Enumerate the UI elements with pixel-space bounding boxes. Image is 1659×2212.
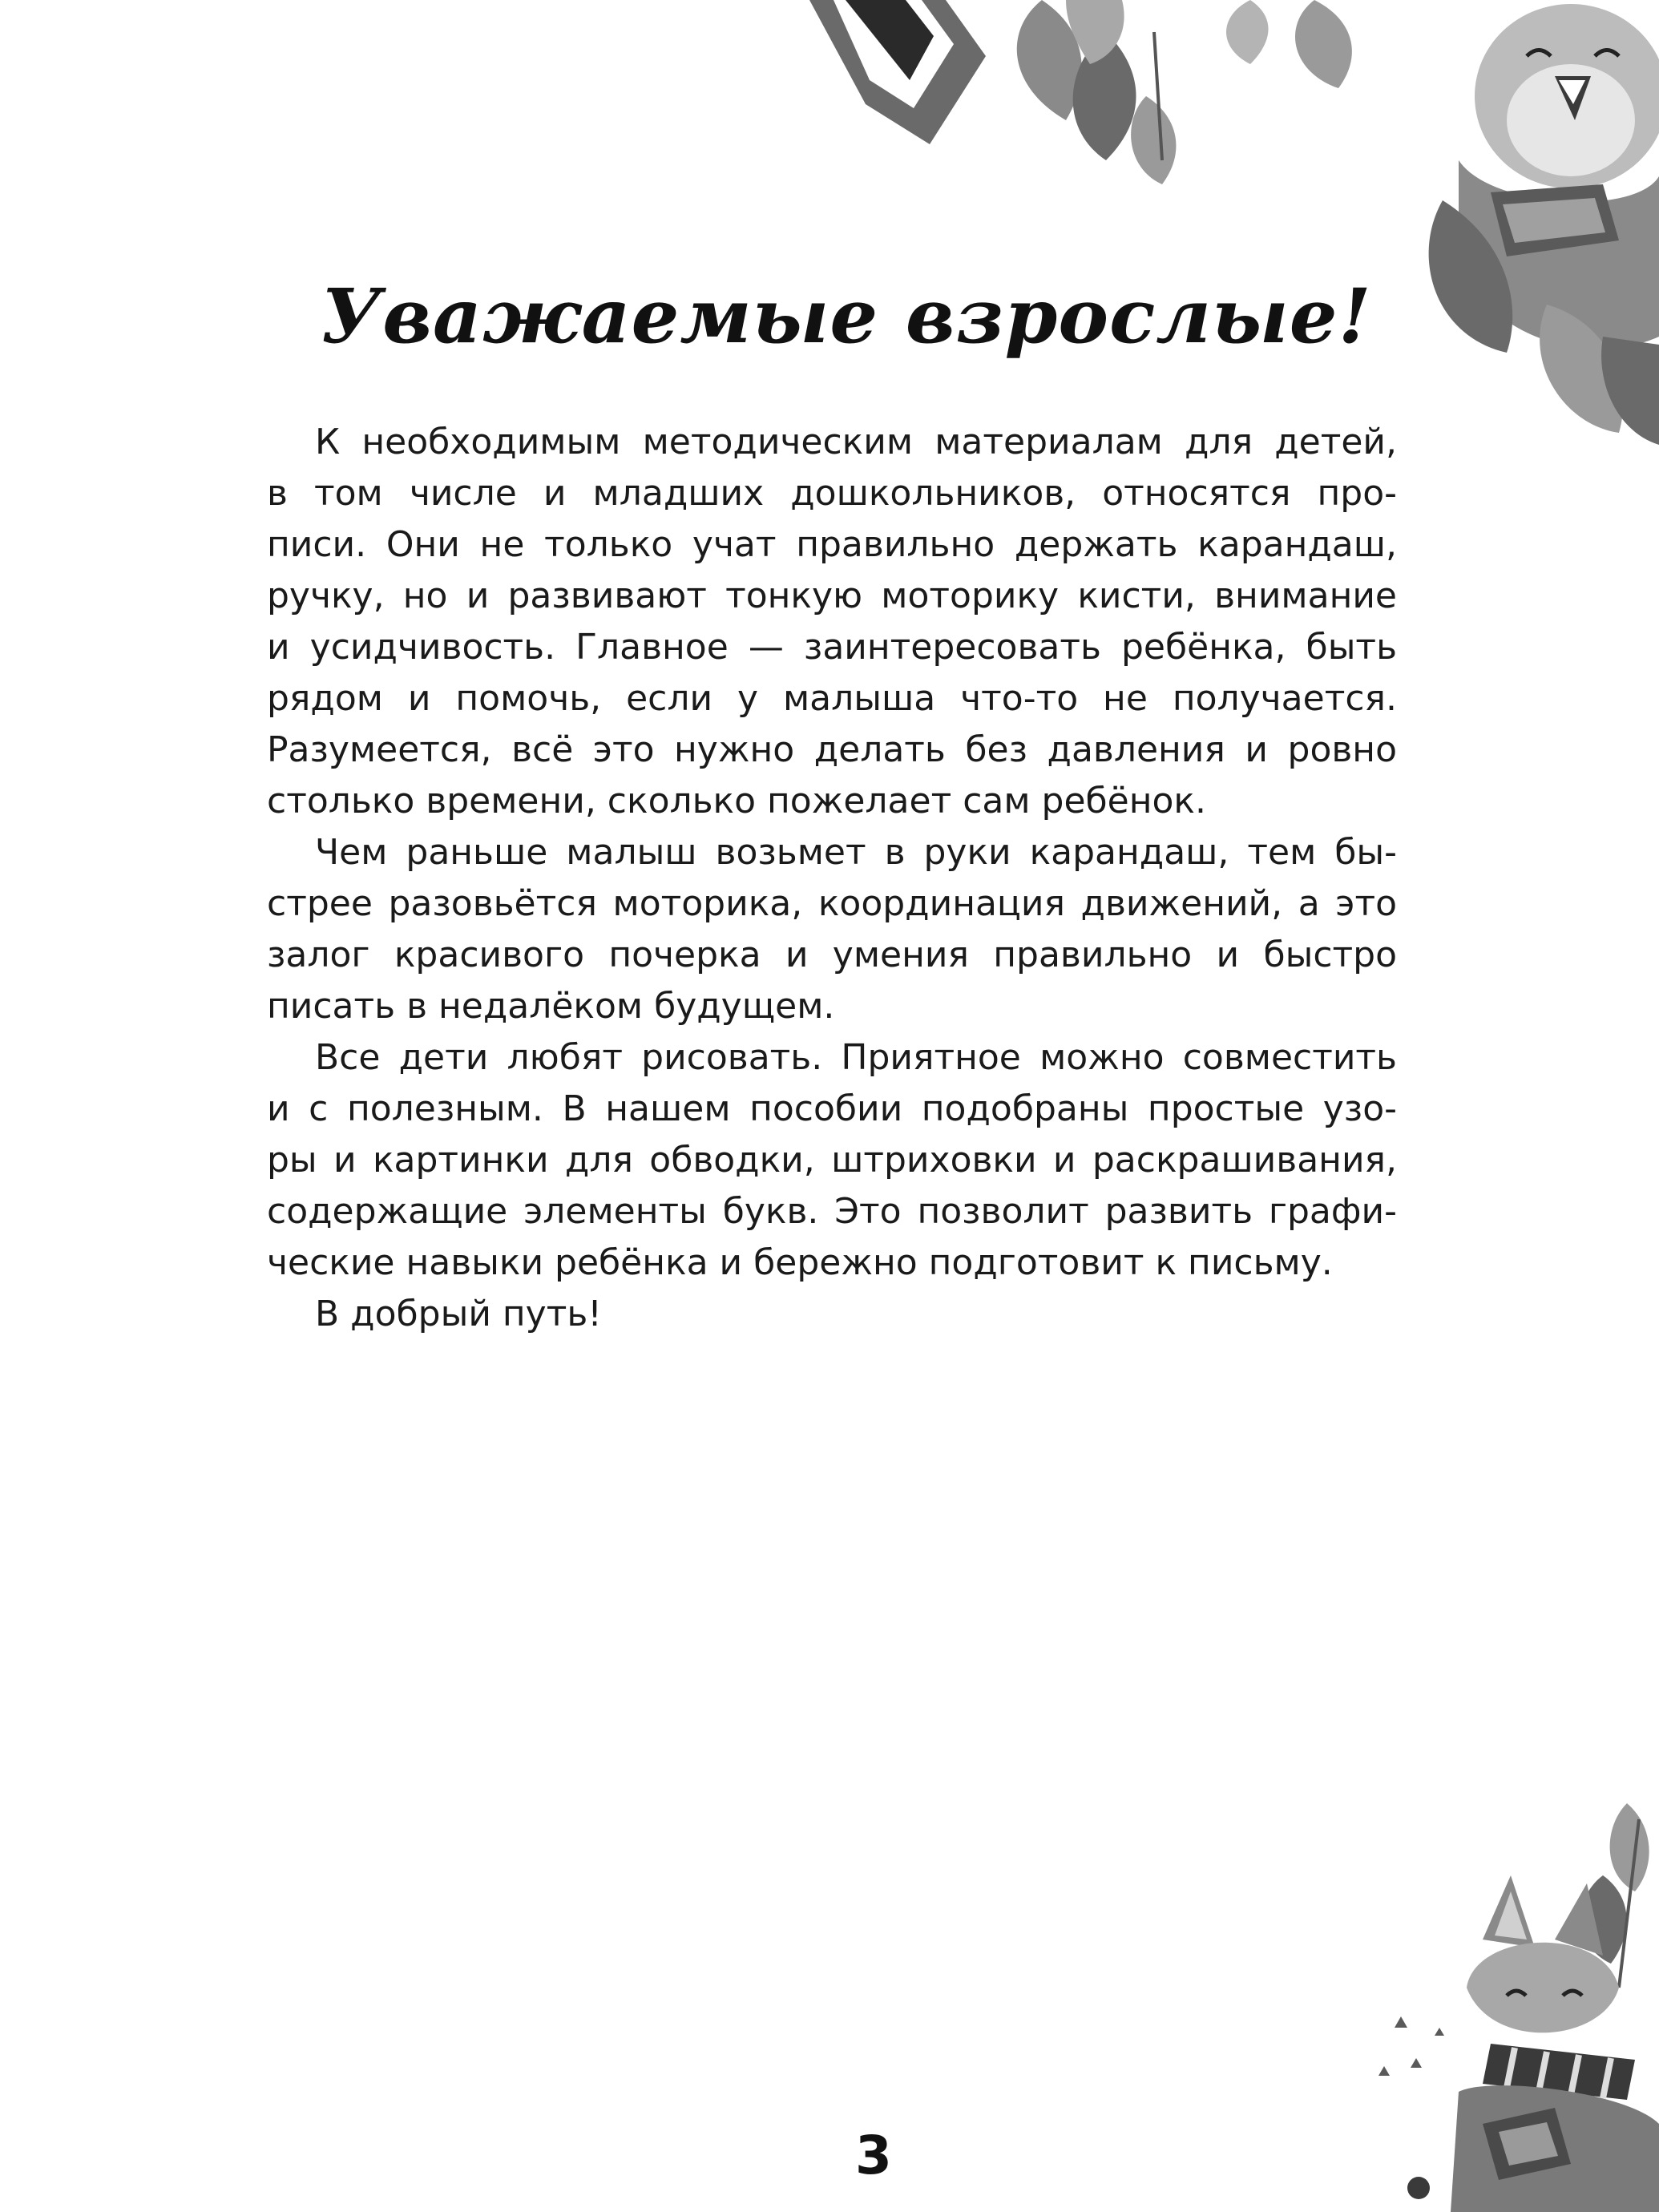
paragraph (267, 1289, 1397, 1340)
text-line: стрее разовьётся моторика, координация движений, а это (267, 883, 1397, 924)
text-line: Разумеется, всё это нужно делать без давления и ровно (267, 729, 1397, 770)
paragraph (267, 827, 1397, 1032)
text-line: писи. Они не только учат правильно держать карандаш, (267, 524, 1397, 565)
text-line: в том числе и младших дошкольников, относятся про- (267, 473, 1397, 514)
page-title: Уважаемые взрослые! (321, 272, 1372, 361)
fox-leaves-illustration (1362, 1803, 1659, 2212)
text-line: писать в недалёком будущем. (267, 986, 835, 1027)
paragraph (267, 1032, 1397, 1289)
text-line: столько времени, сколько пожелает сам ребёнок. (267, 781, 1206, 821)
text-line: ческие навыки ребёнка и бережно подготовит к письму. (267, 1242, 1333, 1283)
text-line: Все дети любят рисовать. Приятное можно совместить (315, 1037, 1397, 1078)
owl-leaves-illustration (801, 0, 1659, 449)
text-line: К необходимым методическим материалам для детей, (315, 422, 1397, 462)
text-line: и с полезным. В нашем пособии подобраны простые узо- (267, 1088, 1397, 1129)
text-line: В добрый путь! (315, 1294, 602, 1334)
text-line: рядом и помочь, если у малыша что-то не получается. (267, 678, 1397, 719)
text-line: залог красивого почерка и умения правильно и быстро (267, 934, 1397, 975)
paragraph (267, 417, 1397, 827)
text-line: Чем раньше малыш возьмет в руки карандаш, тем бы- (315, 832, 1397, 873)
text-line: ры и картинки для обводки, штриховки и раскрашивания, (267, 1140, 1397, 1181)
body-text (267, 417, 1397, 1340)
text-line: и усидчивость. Главное — заинтересовать ребёнка, быть (267, 627, 1397, 668)
text-line: содержащие элементы букв. Это позволит развить графи- (267, 1191, 1397, 1232)
page-number: 3 (855, 2125, 892, 2186)
text-line: ручку, но и развивают тонкую моторику кисти, внимание (267, 575, 1397, 616)
